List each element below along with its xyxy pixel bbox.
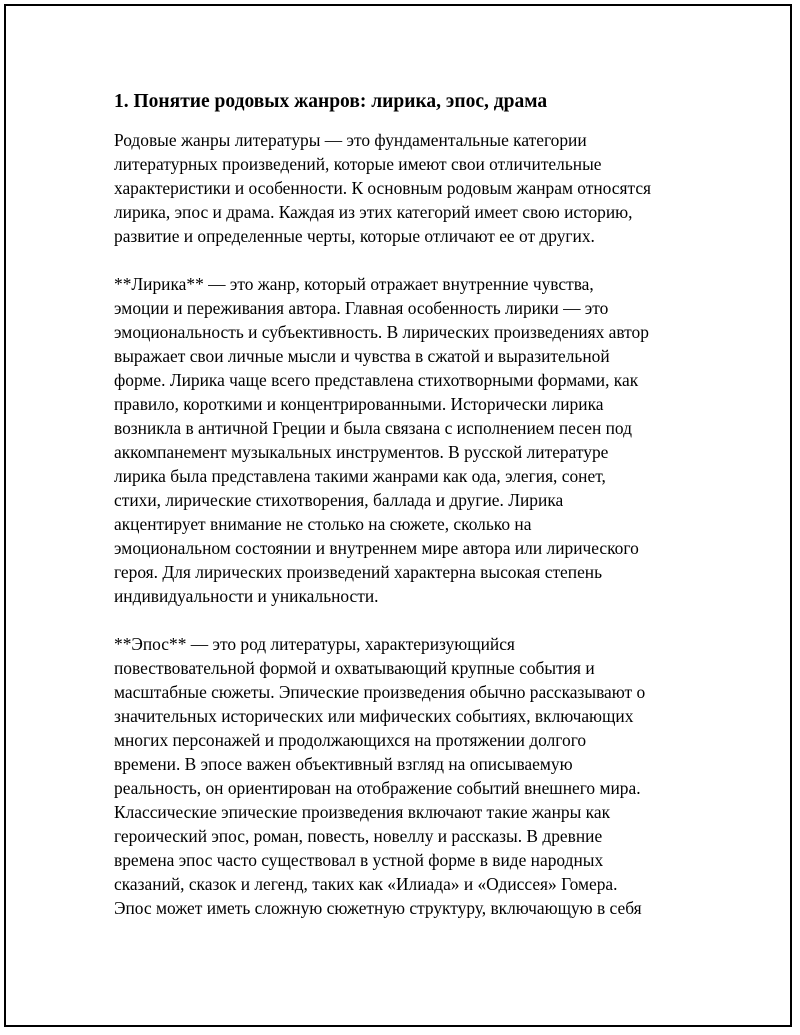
- text-line: героический эпос, роман, повесть, новеллу и рассказы. В древние: [114, 826, 603, 846]
- text-line: сказаний, сказок и легенд, таких как «Илиада» и «Одиссея» Гомера.: [114, 874, 618, 894]
- text-line: времена эпос часто существовал в устной форме в виде народных: [114, 850, 604, 870]
- text-line: **Эпос** — это род литературы, характеризующийся: [114, 634, 515, 654]
- text-line: правило, короткими и концентрированными. Исторически лирика: [114, 394, 604, 414]
- text-line: акцентирует внимание не столько на сюжете, сколько на: [114, 514, 532, 534]
- text-line: повествовательной формой и охватывающий крупные события и: [114, 658, 595, 678]
- text-line: героя. Для лирических произведений характерна высокая степень: [114, 562, 603, 582]
- text-line: индивидуальности и уникальности.: [114, 586, 379, 606]
- text-line: эмоциональность и субъективность. В лирических произведениях автор: [114, 322, 649, 342]
- text-line: Эпос может иметь сложную сюжетную структуру, включающую в себя: [114, 898, 642, 918]
- text-line: времени. В эпосе важен объективный взгляд на описываемую: [114, 754, 573, 774]
- paragraph-epic: [114, 632, 694, 920]
- text-line: литературных произведений, которые имеют свои отличительные: [114, 154, 602, 174]
- text-line: развитие и определенные черты, которые отличают ее от других.: [114, 226, 595, 246]
- text-line: лирика, эпос и драма. Каждая из этих категорий имеет свою историю,: [114, 202, 633, 222]
- text-line: выражает свои личные мысли и чувства в сжатой и выразительной: [114, 346, 610, 366]
- paragraph-lyric: [114, 272, 694, 608]
- text-line: многих персонажей и продолжающихся на протяжении долгого: [114, 730, 587, 750]
- text-line: аккомпанемент музыкальных инструментов. В русской литературе: [114, 442, 609, 462]
- paragraph-intro: [114, 128, 694, 248]
- text-line: лирика была представлена такими жанрами как ода, элегия, сонет,: [114, 466, 606, 486]
- text-line: Классические эпические произведения включают такие жанры как: [114, 802, 611, 822]
- text-line: возникла в античной Греции и была связана с исполнением песен под: [114, 418, 632, 438]
- text-line: Родовые жанры литературы — это фундаментальные категории: [114, 130, 587, 150]
- text-line: характеристики и особенности. К основным родовым жанрам относятся: [114, 178, 652, 198]
- text-line: реальность, он ориентирован на отображение событий внешнего мира.: [114, 778, 641, 798]
- text-line: значительных исторических или мифических событиях, включающих: [114, 706, 634, 726]
- text-line: форме. Лирика чаще всего представлена стихотворными формами, как: [114, 370, 639, 390]
- text-line: **Лирика** — это жанр, который отражает внутренние чувства,: [114, 274, 594, 294]
- section-heading: 1. Понятие родовых жанров: лирика, эпос, драма: [114, 91, 548, 112]
- document-body: [114, 88, 694, 944]
- text-line: масштабные сюжеты. Эпические произведения обычно рассказывают о: [114, 682, 646, 702]
- text-line: эмоции и переживания автора. Главная особенность лирики — это: [114, 298, 609, 318]
- text-line: эмоциональном состоянии и внутреннем мире автора или лирического: [114, 538, 639, 558]
- text-line: стихи, лирические стихотворения, баллада и другие. Лирика: [114, 490, 564, 510]
